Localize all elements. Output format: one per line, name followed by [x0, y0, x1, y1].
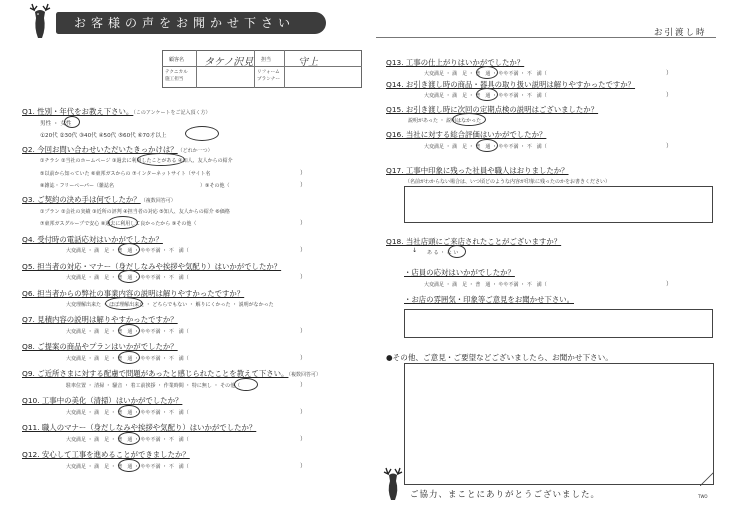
q1-title: Q1. 性別・年代をお教え下さい。（このアンケートをご記入頂く方） [22, 107, 211, 116]
staff-value: 守上 [298, 57, 318, 68]
header-right-label: お引渡し時 [654, 28, 707, 38]
q1-gender: 男性 ・ 女性 [40, 121, 72, 127]
q4-scale: 大変満足 ・ 満 足 ・ 普 通 ・ やや不満 ・ 不 満（ [66, 248, 189, 254]
name-value: タケノ沢見 [204, 57, 254, 68]
q8-title: Q8. ご提案の商品やプランはいかがでしたか？ [22, 342, 178, 351]
q16-title: Q16. 当社に対する総合評価はいかがでしたか？ [386, 130, 547, 139]
q18-answer-box[interactable] [404, 309, 713, 338]
q3-line2: ⑦東邦ガスグループで安心 ⑧過去に利用して良かったから ⑨その他（ [40, 221, 197, 227]
q18-title: Q18. 当社店頭にご来店されたことがございますか？ [386, 237, 562, 246]
q3-circle [108, 216, 138, 229]
q1-age-circle [185, 126, 219, 141]
q12-scale: 大変満足 ・ 満 足 ・ 普 通 ・ やや不満 ・ 不 満（ [66, 464, 189, 470]
q18-answers: あ る ・ な い [427, 250, 459, 256]
q15-answers: 説明があった ・ 説明はなかった [408, 118, 482, 124]
q10-title: Q10. 工事中の美化（清掃）はいかがでしたか？ [22, 396, 183, 405]
q18-scale: 大変満足 ・ 満 足 ・ 普 通 ・ やや不満 ・ 不 満（ [424, 282, 547, 288]
q6-title: Q6. 担当者からの弊社の事業内容の説明は解りやすかったですか？ [22, 289, 245, 298]
q13-title: Q13. 工事の仕上がりはいかがでしたか？ [386, 58, 525, 67]
q2-circle [137, 153, 185, 166]
q2-line3: ⑧雑誌・フリーペーパー（雑誌名 [40, 183, 115, 189]
corner-fold-icon [700, 472, 714, 486]
q7-scale: 大変満足 ・ 満 足 ・ 普 通 ・ やや不満 ・ 不 満（ [66, 329, 189, 335]
q8-scale: 大変満足 ・ 満 足 ・ 普 通 ・ やや不満 ・ 不 満（ [66, 356, 189, 362]
footer-thanks: ご協力、まことにありがとうございました。 [410, 490, 601, 500]
q5-title: Q5. 担当者の対応・マナー（身だしなみや挨拶や気配り）はいかがでしたか？ [22, 262, 282, 271]
planner-label: リフォーム プランナー [257, 70, 280, 82]
q11-scale: 大変満足 ・ 満 足 ・ 普 通 ・ やや不満 ・ 不 満（ [66, 437, 189, 443]
q1-ages: ①20代 ②30代 ③40代 ④50代 ⑤60代 ⑥70才以上 [40, 133, 167, 139]
q18-sub2: ・お店の雰囲気・印象等ご意見をお聞かせ下さい。 [404, 295, 574, 304]
q3-line1: ①プラン ②会社の実績 ③近所の評判 ④担当者の対応 ⑤知人、友人からの紹介 ⑥価格 [40, 209, 230, 215]
q14-title: Q14. お引き渡し時の商品・器具の取り扱い説明は解りやすかったですか？ [386, 80, 636, 89]
q18-sub1: ・店員の応対はいかがでしたか？ [404, 268, 515, 277]
q6-answers: 大変理解出来た ・ ほぼ理解出来た ・ どちらでもない ・ 解りにくかった ・ 説明がなかった [66, 302, 274, 308]
q2-line1: ①チラシ ②当社のホームページ ③過去に利用したことがある ④知人、友人からの紹介 [40, 158, 233, 164]
q14-scale: 大変満足 ・ 満 足 ・ 普 通 ・ やや不満 ・ 不 満（ [424, 93, 547, 99]
q17-note: （名前がわからない場合は、いつ頃どのような内容が印象に残ったのかをお書きください） [405, 179, 611, 185]
footer-code: TWO [698, 494, 708, 499]
q7-title: Q7. 見積内容の説明は解りやすかったですか？ [22, 315, 178, 324]
q13-scale: 大変満足 ・ 満 足 ・ 普 通 ・ やや不満 ・ 不 満（ [424, 71, 547, 77]
q12-title: Q12. 安心して工事を進めることができましたか？ [22, 450, 190, 459]
q2-line3b: ）⑨その他（ [200, 183, 230, 189]
q2-title: Q2. 今回お問い合わせいただいたきっかけは？（どれか一つ） [22, 145, 213, 154]
q2-line2: ⑤以前から知っていた ⑥東邦ガスからの ⑦インターネットサイト（サイト名 [40, 171, 211, 177]
q3-title: Q3. ご契約の決め手は何でしたか？（複数回答可） [22, 195, 176, 204]
tech-label: テクニカル 施工担当 [165, 70, 188, 82]
name-label: 顧客名 [169, 57, 185, 63]
q9-title: Q9. ご近所さまに対する配慮で問題があったと感じられたことを教えて下さい。（複数回答可） [22, 369, 321, 378]
q11-title: Q11. 職人のマナー（身だしなみや挨拶や気配り）はいかがでしたか？ [22, 423, 257, 432]
q16-scale: 大変満足 ・ 満 足 ・ 普 通 ・ やや不満 ・ 不 満（ [424, 144, 547, 150]
q15-title: Q15. お引き渡し時に次回の定期点検の説明はございましたか？ [386, 105, 599, 114]
q17-title: Q17. 工事中印象に残った社員や職人はおりましたか？ [386, 166, 569, 175]
q1-gender-circle [64, 116, 80, 128]
deer-logo-icon [22, 2, 58, 40]
other-title: ●その他、ご意見・ご要望などございましたら、お聞かせ下さい。 [386, 353, 613, 362]
q17-answer-box[interactable] [404, 186, 713, 223]
q10-scale: 大変満足 ・ 満 足 ・ 普 通 ・ やや不満 ・ 不 満（ [66, 410, 189, 416]
header-title: お客様の声をお聞かせ下さい [74, 16, 296, 30]
q5-scale: 大変満足 ・ 満 足 ・ 普 通 ・ やや不満 ・ 不 満（ [66, 275, 189, 281]
staff-label: 担当 [261, 57, 272, 63]
q9-answers: 駐車位置 ・ 清掃 ・ 騒音 ・ 着工前挨拶 ・ 作業時間 ・ 特に無し ・ その他（ [66, 383, 241, 389]
deer-footer-icon [378, 466, 408, 502]
q4-title: Q4. 受付時の電話応対はいかがでしたか？ [22, 235, 163, 244]
other-answer-box[interactable] [404, 363, 714, 485]
